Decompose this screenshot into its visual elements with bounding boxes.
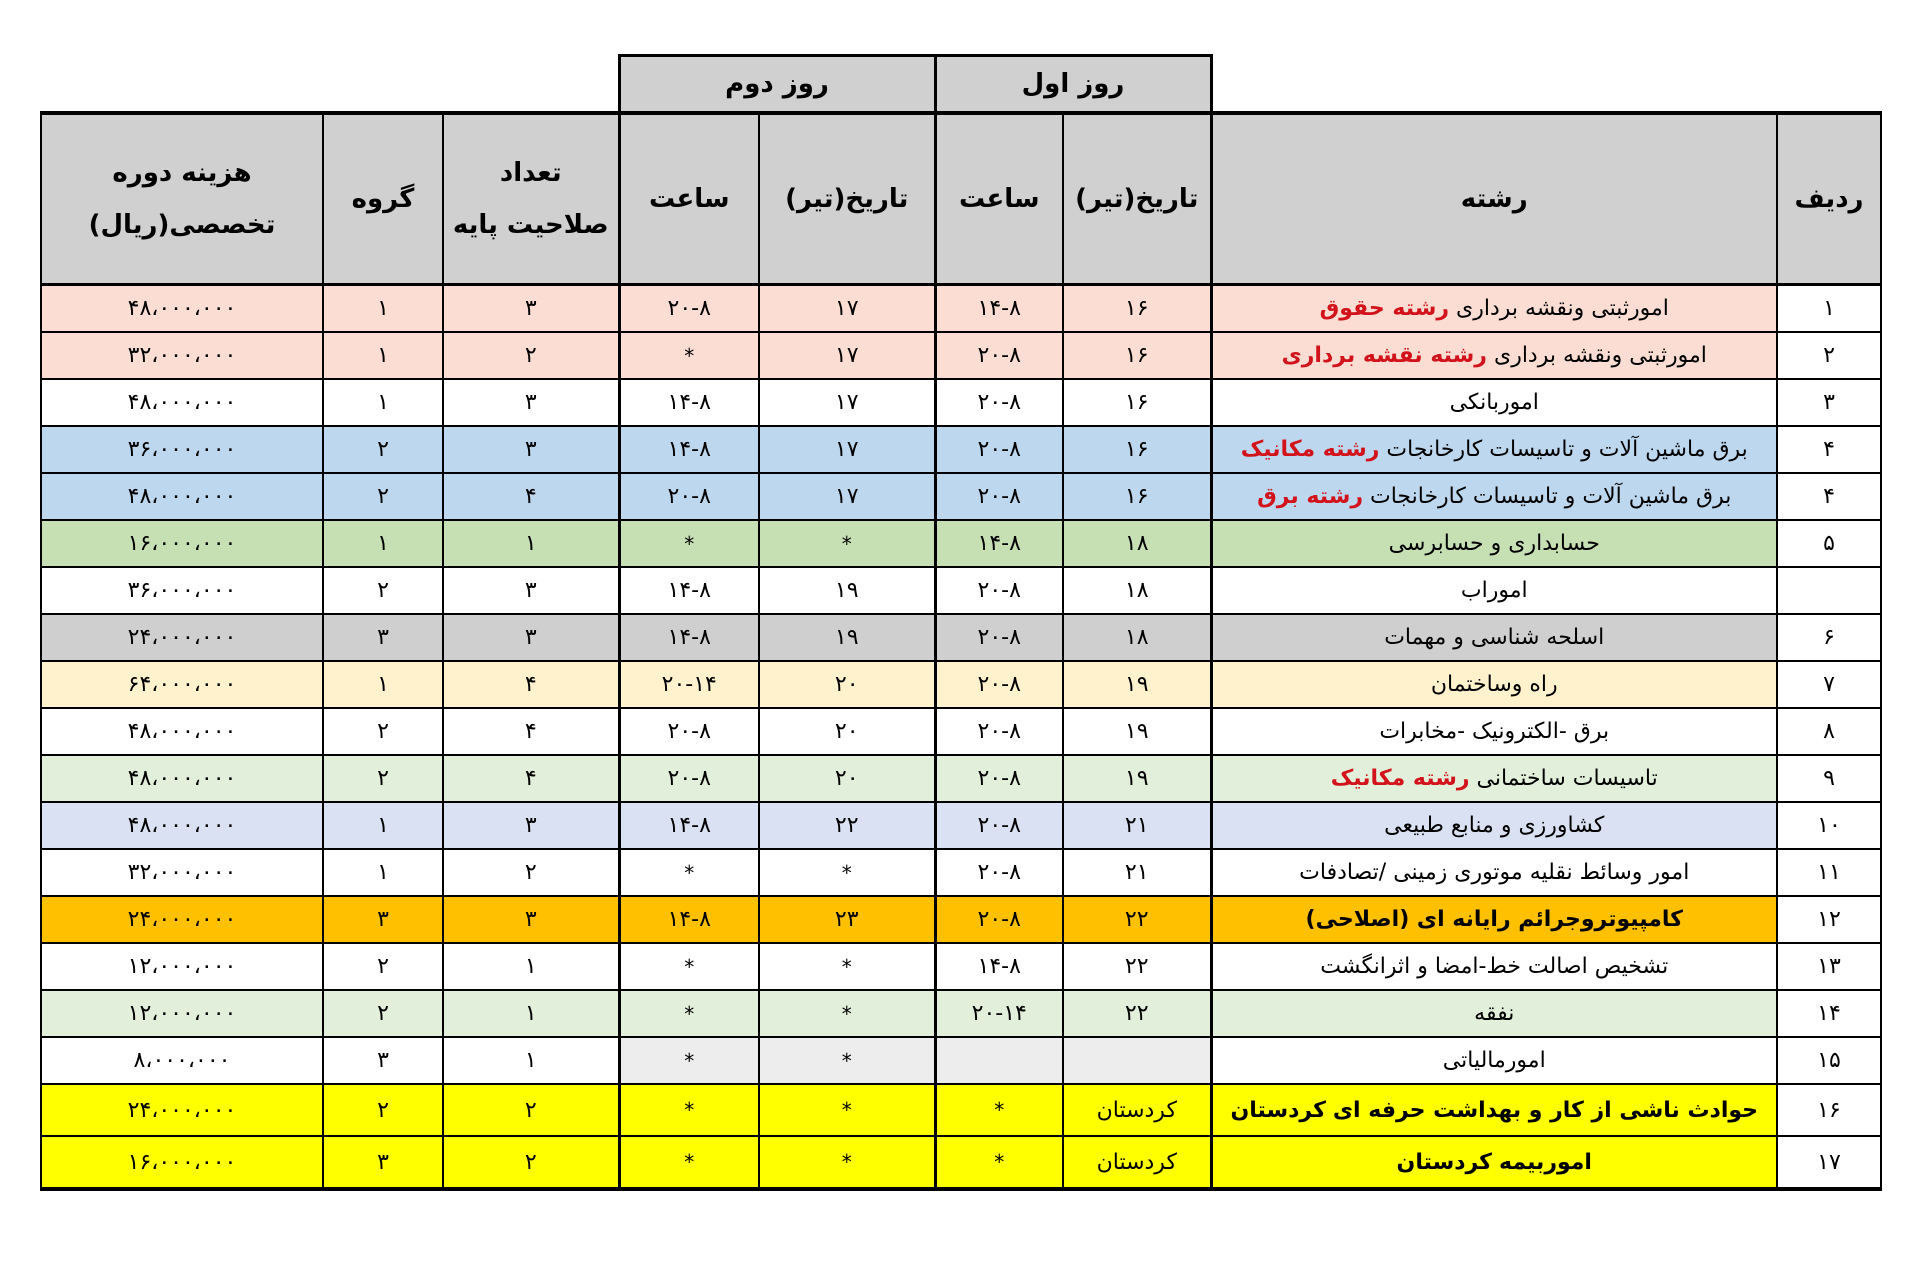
cell-radif: ۱۵ (1777, 1037, 1881, 1084)
col-cost-header-line1: هزینه دوره (112, 158, 252, 188)
cell-time2: * (619, 1037, 759, 1084)
cell-reshte (1211, 755, 1777, 802)
cell-group: ۱ (323, 661, 443, 708)
schedule-table-wrapper (40, 54, 1880, 1191)
cell-time1: ۲۰-۸ (935, 614, 1063, 661)
cell-cost: ۱۲،۰۰۰،۰۰۰ (41, 990, 323, 1037)
reshte-label: حسابداری و حسابرسی (1388, 531, 1600, 556)
cell-count: ۲ (443, 849, 619, 896)
day-first-header: روز اول (935, 56, 1211, 114)
cell-date2: ۱۷ (759, 473, 935, 520)
cell-group: ۳ (323, 1037, 443, 1084)
cell-radif: ۶ (1777, 614, 1881, 661)
cell-date1: ۱۹ (1063, 755, 1211, 802)
cell-date2: ۲۲ (759, 802, 935, 849)
cell-date1: ۱۶ (1063, 332, 1211, 379)
table-row (41, 473, 1881, 520)
cell-time1: ۲۰-۸ (935, 896, 1063, 943)
table-row (41, 614, 1881, 661)
col-reshte-header: رشته (1211, 113, 1777, 285)
cell-time1: ۲۰-۸ (935, 802, 1063, 849)
cell-time1: ۲۰-۸ (935, 379, 1063, 426)
cell-time2: ۱۴-۸ (619, 567, 759, 614)
reshte-highlight: رشته برق (1257, 484, 1363, 509)
cell-reshte (1211, 708, 1777, 755)
reshte-highlight: کردستان (1396, 1149, 1492, 1175)
table-row (41, 896, 1881, 943)
cell-date2: ۱۷ (759, 285, 935, 333)
cell-date2: ۲۰ (759, 755, 935, 802)
reshte-label: حوادث ناشی از کار و بهداشت حرفه ای (1332, 1097, 1759, 1123)
cell-date1: ۱۶ (1063, 285, 1211, 333)
cell-radif: ۱۰ (1777, 802, 1881, 849)
table-row (41, 755, 1881, 802)
cell-date2: ۱۹ (759, 567, 935, 614)
cell-date1: ۲۲ (1063, 896, 1211, 943)
cell-radif: ۵ (1777, 520, 1881, 567)
cell-count: ۳ (443, 379, 619, 426)
cell-group: ۱ (323, 285, 443, 333)
cell-cost: ۴۸،۰۰۰،۰۰۰ (41, 708, 323, 755)
cell-time1: ۱۴-۸ (935, 520, 1063, 567)
cell-group: ۱ (323, 520, 443, 567)
cell-date1 (1063, 1037, 1211, 1084)
cell-cost: ۳۶،۰۰۰،۰۰۰ (41, 426, 323, 473)
reshte-label: نفقه (1474, 1001, 1515, 1026)
cell-reshte (1211, 849, 1777, 896)
cell-group: ۲ (323, 990, 443, 1037)
reshte-label: راه وساختمان (1430, 672, 1558, 697)
cell-date1: ۱۹ (1063, 708, 1211, 755)
column-header-row (41, 113, 1881, 285)
cell-date1: ۱۸ (1063, 520, 1211, 567)
table-row (41, 943, 1881, 990)
cell-date2: * (759, 849, 935, 896)
table-row (41, 379, 1881, 426)
cell-cost: ۲۴،۰۰۰،۰۰۰ (41, 614, 323, 661)
reshte-label: اسلحه شناسی و مهمات (1384, 625, 1605, 650)
cell-date2: * (759, 1084, 935, 1136)
cell-group: ۲ (323, 755, 443, 802)
cell-radif: ۳ (1777, 379, 1881, 426)
cell-reshte (1211, 1136, 1777, 1189)
cell-radif: ۱۴ (1777, 990, 1881, 1037)
cell-radif: ۷ (1777, 661, 1881, 708)
cell-group: ۱ (323, 802, 443, 849)
cell-reshte (1211, 473, 1777, 520)
cell-radif: ۴ (1777, 473, 1881, 520)
reshte-label: کشاورزی و منابع طبیعی (1384, 813, 1605, 838)
cell-radif (1777, 567, 1881, 614)
table-row (41, 708, 1881, 755)
cell-reshte (1211, 332, 1777, 379)
cell-radif: ۴ (1777, 426, 1881, 473)
cell-date1: ۱۶ (1063, 473, 1211, 520)
cell-count: ۳ (443, 426, 619, 473)
cell-time1: ۱۴-۸ (935, 943, 1063, 990)
reshte-label: اموربیمه (1498, 1149, 1592, 1175)
col-date2-header: تاریخ(تیر) (759, 113, 935, 285)
table-row (41, 802, 1881, 849)
cell-time1: ۲۰-۱۴ (935, 990, 1063, 1037)
cell-date2: * (759, 1136, 935, 1189)
table-row (41, 332, 1881, 379)
cell-time1: ۲۰-۸ (935, 426, 1063, 473)
cell-group: ۲ (323, 708, 443, 755)
cell-count: ۳ (443, 285, 619, 333)
cell-cost: ۸،۰۰۰،۰۰۰ (41, 1037, 323, 1084)
cell-count: ۲ (443, 332, 619, 379)
cell-cost: ۶۴،۰۰۰،۰۰۰ (41, 661, 323, 708)
reshte-label: برق ماشین آلات و تاسیسات کارخانجات (1386, 437, 1748, 462)
cell-date1: ۲۱ (1063, 849, 1211, 896)
cell-date2: ۲۰ (759, 708, 935, 755)
cell-radif: ۱۲ (1777, 896, 1881, 943)
cell-reshte (1211, 426, 1777, 473)
col-date1-header: تاریخ(تیر) (1063, 113, 1211, 285)
cell-cost: ۴۸،۰۰۰،۰۰۰ (41, 802, 323, 849)
cell-cost: ۱۲،۰۰۰،۰۰۰ (41, 943, 323, 990)
cell-cost: ۴۸،۰۰۰،۰۰۰ (41, 379, 323, 426)
cell-time2: * (619, 332, 759, 379)
reshte-label: امورمالیاتی (1442, 1048, 1546, 1073)
cell-cost: ۳۲،۰۰۰،۰۰۰ (41, 332, 323, 379)
cell-group: ۲ (323, 943, 443, 990)
cell-reshte (1211, 896, 1777, 943)
cell-time2: * (619, 849, 759, 896)
reshte-label: برق -الکترونیک -مخابرات (1379, 719, 1610, 744)
cell-date2: ۱۷ (759, 332, 935, 379)
cell-count: ۴ (443, 755, 619, 802)
col-radif-header: ردیف (1777, 113, 1881, 285)
cell-time2: ۲۰-۸ (619, 285, 759, 333)
cell-group: ۳ (323, 1136, 443, 1189)
cell-reshte (1211, 661, 1777, 708)
cell-date1: ۱۹ (1063, 661, 1211, 708)
cell-date1: ۱۶ (1063, 379, 1211, 426)
cell-count: ۱ (443, 990, 619, 1037)
cell-cost: ۱۶،۰۰۰،۰۰۰ (41, 520, 323, 567)
cell-cost: ۴۸،۰۰۰،۰۰۰ (41, 285, 323, 333)
cell-radif: ۱۳ (1777, 943, 1881, 990)
cell-time1: ۱۴-۸ (935, 285, 1063, 333)
cell-count: ۱ (443, 943, 619, 990)
cell-count: ۱ (443, 520, 619, 567)
col-cost-header-line2: تخصصی(ریال) (88, 210, 276, 240)
cell-time1: ۲۰-۸ (935, 708, 1063, 755)
cell-date2: ۱۷ (759, 379, 935, 426)
cell-group: ۱ (323, 849, 443, 896)
cell-time2: * (619, 520, 759, 567)
reshte-label: اموربانکی (1449, 390, 1539, 415)
table-row (41, 990, 1881, 1037)
cell-date1: کردستان (1063, 1084, 1211, 1136)
cell-count: ۱ (443, 1037, 619, 1084)
cell-count: ۲ (443, 1136, 619, 1189)
reshte-label: کامپیوتروجرائم رایانه ای (اصلاحی) (1305, 907, 1683, 932)
cell-cost: ۱۶،۰۰۰،۰۰۰ (41, 1136, 323, 1189)
reshte-highlight: رشته نقشه برداری (1281, 343, 1487, 368)
cell-group: ۳ (323, 896, 443, 943)
day-second-header: روز دوم (619, 56, 935, 114)
cell-time2: ۱۴-۸ (619, 614, 759, 661)
cell-date1: کردستان (1063, 1136, 1211, 1189)
cell-date2: * (759, 943, 935, 990)
cell-date1: ۲۲ (1063, 990, 1211, 1037)
cell-date1: ۱۶ (1063, 426, 1211, 473)
table-row (41, 849, 1881, 896)
cell-cost: ۴۸،۰۰۰،۰۰۰ (41, 473, 323, 520)
cell-time1: ۲۰-۸ (935, 567, 1063, 614)
cell-group: ۲ (323, 1084, 443, 1136)
reshte-label: برق ماشین آلات و تاسیسات کارخانجات (1370, 484, 1732, 509)
cell-radif: ۹ (1777, 755, 1881, 802)
cell-date1: ۲۱ (1063, 802, 1211, 849)
cell-time1: ۲۰-۸ (935, 849, 1063, 896)
col-time1-header: ساعت (935, 113, 1063, 285)
reshte-highlight: رشته مکانیک (1330, 766, 1470, 791)
cell-date1: ۲۲ (1063, 943, 1211, 990)
cell-date1: ۱۸ (1063, 614, 1211, 661)
cell-date2: * (759, 1037, 935, 1084)
cell-time2: ۱۴-۸ (619, 379, 759, 426)
day-header-row (41, 56, 1881, 114)
table-row (41, 1084, 1881, 1136)
cell-reshte (1211, 802, 1777, 849)
col-count-header-line2: صلاحیت پایه (452, 210, 609, 240)
col-count-header (443, 113, 619, 285)
cell-time2: ۲۰-۸ (619, 473, 759, 520)
reshte-highlight: رشته مکانیک (1240, 437, 1380, 462)
cell-time1: ۲۰-۸ (935, 473, 1063, 520)
cell-date2: ۲۳ (759, 896, 935, 943)
cell-count: ۴ (443, 708, 619, 755)
col-time2-header: ساعت (619, 113, 759, 285)
reshte-label: تشخیص اصالت خط-امضا و اثرانگشت (1320, 954, 1669, 979)
cell-radif: ۱۱ (1777, 849, 1881, 896)
cell-date2: * (759, 990, 935, 1037)
cell-radif: ۸ (1777, 708, 1881, 755)
col-group-header: گروه (323, 113, 443, 285)
cell-reshte (1211, 1084, 1777, 1136)
cell-reshte (1211, 520, 1777, 567)
cell-group: ۲ (323, 473, 443, 520)
cell-count: ۲ (443, 1084, 619, 1136)
cell-time2: * (619, 1136, 759, 1189)
cell-count: ۳ (443, 567, 619, 614)
table-row (41, 285, 1881, 333)
cell-date2: * (759, 520, 935, 567)
cell-group: ۲ (323, 426, 443, 473)
reshte-label: امورثبتی ونقشه برداری (1493, 343, 1707, 368)
cell-time1 (935, 1037, 1063, 1084)
cell-group: ۱ (323, 379, 443, 426)
cell-time1: * (935, 1084, 1063, 1136)
cell-radif: ۲ (1777, 332, 1881, 379)
cell-radif: ۱۷ (1777, 1136, 1881, 1189)
table-row (41, 1037, 1881, 1084)
cell-time2: * (619, 943, 759, 990)
cell-time2: ۲۰-۱۴ (619, 661, 759, 708)
cell-count: ۳ (443, 896, 619, 943)
cell-date2: ۱۹ (759, 614, 935, 661)
cell-group: ۱ (323, 332, 443, 379)
cell-count: ۴ (443, 661, 619, 708)
cell-date2: ۲۰ (759, 661, 935, 708)
cell-time1: ۲۰-۸ (935, 661, 1063, 708)
schedule-table-body (41, 285, 1881, 1190)
cell-reshte (1211, 990, 1777, 1037)
reshte-label: امورثبتی ونقشه برداری (1456, 296, 1669, 321)
cell-time1: * (935, 1136, 1063, 1189)
schedule-table (40, 54, 1882, 1191)
cell-cost: ۲۴،۰۰۰،۰۰۰ (41, 896, 323, 943)
table-row (41, 1136, 1881, 1189)
reshte-highlight: کردستان (1230, 1097, 1326, 1123)
cell-date1: ۱۸ (1063, 567, 1211, 614)
col-count-header-line1: تعداد (499, 158, 562, 188)
cell-count: ۴ (443, 473, 619, 520)
cell-time2: ۱۴-۸ (619, 802, 759, 849)
cell-reshte (1211, 567, 1777, 614)
cell-reshte (1211, 379, 1777, 426)
table-row (41, 567, 1881, 614)
cell-time2: ۲۰-۸ (619, 755, 759, 802)
table-row (41, 426, 1881, 473)
cell-reshte (1211, 614, 1777, 661)
cell-group: ۲ (323, 567, 443, 614)
cell-cost: ۴۸،۰۰۰،۰۰۰ (41, 755, 323, 802)
cell-time1: ۲۰-۸ (935, 332, 1063, 379)
table-row (41, 520, 1881, 567)
cell-group: ۳ (323, 614, 443, 661)
cell-time1: ۲۰-۸ (935, 755, 1063, 802)
reshte-label: اموراب (1460, 578, 1528, 603)
cell-time2: ۲۰-۸ (619, 708, 759, 755)
cell-reshte (1211, 943, 1777, 990)
cell-count: ۳ (443, 614, 619, 661)
cell-cost: ۲۴،۰۰۰،۰۰۰ (41, 1084, 323, 1136)
col-cost-header (41, 113, 323, 285)
reshte-label: تاسیسات ساختمانی (1476, 766, 1658, 791)
cell-count: ۳ (443, 802, 619, 849)
cell-cost: ۳۶،۰۰۰،۰۰۰ (41, 567, 323, 614)
cell-cost: ۳۲،۰۰۰،۰۰۰ (41, 849, 323, 896)
cell-radif: ۱۶ (1777, 1084, 1881, 1136)
reshte-highlight: رشته حقوق (1319, 296, 1449, 321)
cell-date2: ۱۷ (759, 426, 935, 473)
cell-time2: ۱۴-۸ (619, 896, 759, 943)
cell-radif: ۱ (1777, 285, 1881, 333)
table-row (41, 661, 1881, 708)
reshte-label: امور وسائط نقلیه موتوری زمینی /تصادفات (1299, 860, 1690, 885)
cell-reshte (1211, 285, 1777, 333)
cell-time2: * (619, 990, 759, 1037)
cell-time2: ۱۴-۸ (619, 426, 759, 473)
cell-time2: * (619, 1084, 759, 1136)
cell-reshte (1211, 1037, 1777, 1084)
